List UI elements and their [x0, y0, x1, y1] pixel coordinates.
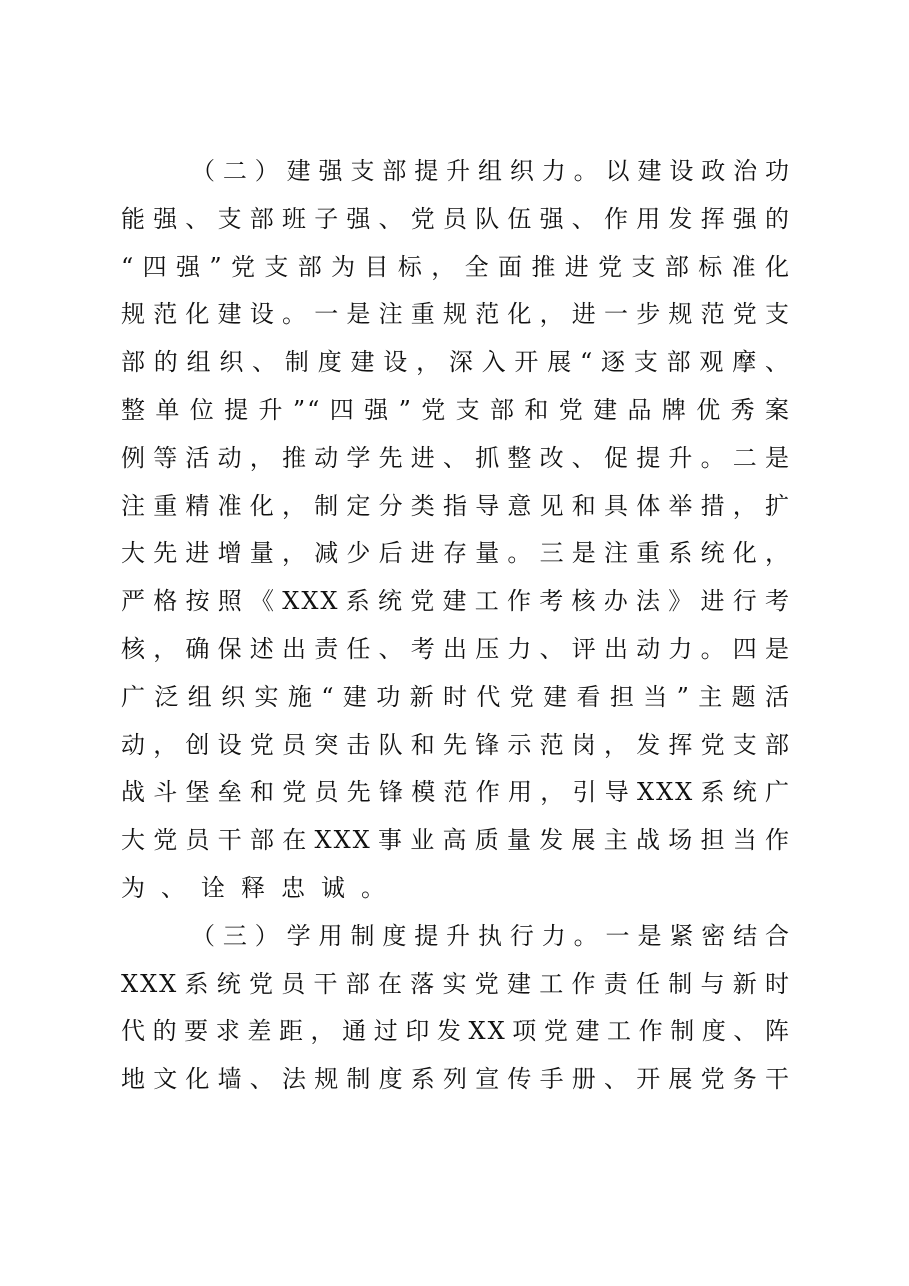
paragraph-line: （三）学用制度提升执行力。一是紧密结合	[191, 921, 791, 950]
paragraph-line: 为、诠释忠诚。	[121, 873, 401, 902]
document-body	[121, 148, 791, 1104]
paragraph-line: 核，确保述出责任、考出压力、评出动力。四是	[121, 634, 791, 663]
paragraph-learn-institutions	[121, 913, 791, 1104]
paragraph-line: 严格按照《XXX系统党建工作考核办法》进行考	[121, 587, 791, 616]
paragraph-line: 能强、支部班子强、党员队伍强、作用发挥强的	[121, 204, 791, 233]
paragraph-line: 部的组织、制度建设，深入开展“逐支部观摩、	[121, 348, 791, 377]
paragraph-line: 规范化建设。一是注重规范化，进一步规范党支	[121, 300, 791, 329]
paragraph-line: 整单位提升”“四强”党支部和党建品牌优秀案	[121, 395, 791, 424]
paragraph-line: 代的要求差距，通过印发XX项党建工作制度、阵	[121, 1017, 791, 1046]
paragraph-line: XXX系统党员干部在落实党建工作责任制与新时	[121, 969, 791, 998]
paragraph-line: 大党员干部在XXX事业高质量发展主战场担当作	[121, 826, 791, 855]
paragraph-line: （二）建强支部提升组织力。以建设政治功	[191, 157, 791, 185]
paragraph-line: 大先进增量，减少后进存量。三是注重系统化，	[121, 539, 791, 568]
paragraph-line: “四强”党支部为目标，全面推进党支部标准化	[121, 252, 791, 281]
paragraph-line: 战斗堡垒和党员先锋模范作用，引导XXX系统广	[121, 778, 791, 807]
paragraph-line: 注重精准化，制定分类指导意见和具体举措，扩	[121, 491, 791, 520]
paragraph-line: 例等活动，推动学先进、抓整改、促提升。二是	[121, 443, 791, 472]
paragraph-line: 地文化墙、法规制度系列宣传手册、开展党务干	[121, 1065, 791, 1094]
paragraph-line: 动，创设党员突击队和先锋示范岗，发挥党支部	[121, 730, 791, 759]
paragraph-strengthen-branches	[121, 148, 791, 913]
paragraph-line: 广泛组织实施“建功新时代党建看担当”主题活	[121, 682, 791, 711]
